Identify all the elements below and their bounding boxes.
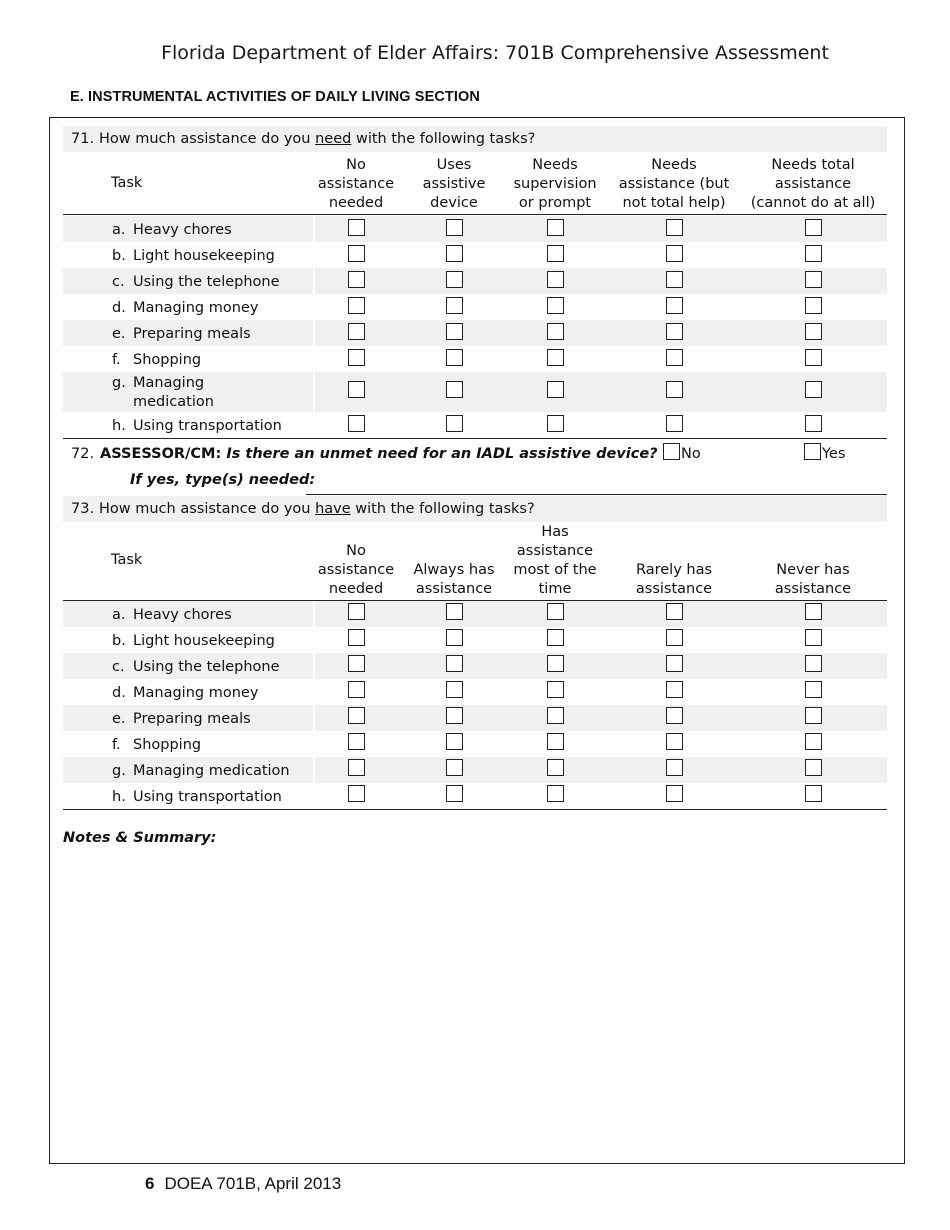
q73-option-checkbox[interactable]: [446, 707, 463, 724]
row-label-separator: [313, 679, 315, 705]
q73-text-before: How much assistance do you: [99, 501, 316, 517]
row-label: [112, 684, 258, 703]
row-task: Using transportation: [133, 788, 282, 805]
q73-option-checkbox[interactable]: [805, 785, 822, 802]
q73-column-header-line: Rarely has: [635, 562, 713, 578]
q73-option-checkbox[interactable]: [666, 785, 683, 802]
q73-option-checkbox[interactable]: [805, 707, 822, 724]
row-letter: h.: [112, 417, 126, 434]
q73-option-checkbox[interactable]: [666, 603, 683, 620]
q73-option-checkbox[interactable]: [348, 681, 365, 698]
page-number: 6: [145, 1174, 155, 1193]
q73-option-checkbox[interactable]: [666, 655, 683, 672]
row-task: Using the telephone: [133, 658, 280, 675]
q71-column-header-line: No: [346, 157, 366, 173]
table-row: [63, 705, 887, 731]
q71-column-header-line: device: [430, 195, 478, 211]
row-label: [112, 273, 280, 292]
q71-bottom-rule: [63, 438, 887, 439]
q71-option-checkbox[interactable]: [547, 349, 564, 366]
q71-column-header-line: or prompt: [518, 195, 592, 211]
q71-option-checkbox[interactable]: [805, 381, 822, 398]
q73-option-checkbox[interactable]: [666, 629, 683, 646]
q73-option-checkbox[interactable]: [666, 759, 683, 776]
q72-option-no[interactable]: [663, 440, 701, 468]
q71-option-checkbox[interactable]: [547, 381, 564, 398]
q73-column-header-3: [503, 523, 607, 599]
row-label: [112, 325, 251, 344]
q71-option-checkbox[interactable]: [666, 271, 683, 288]
q71-header-rule: [63, 214, 887, 215]
q72-yes-checkbox[interactable]: [804, 443, 821, 460]
q71-option-checkbox[interactable]: [348, 415, 365, 432]
row-label-separator: [313, 783, 315, 809]
q71-option-checkbox[interactable]: [446, 297, 463, 314]
q73-option-checkbox[interactable]: [805, 681, 822, 698]
q73-option-checkbox[interactable]: [805, 655, 822, 672]
row-label-separator: [313, 627, 315, 653]
row-letter: h.: [112, 788, 126, 805]
q73-option-checkbox[interactable]: [348, 603, 365, 620]
q73-option-checkbox[interactable]: [348, 629, 365, 646]
q73-option-checkbox[interactable]: [348, 655, 365, 672]
q71-option-checkbox[interactable]: [348, 297, 365, 314]
q71-option-checkbox[interactable]: [348, 323, 365, 340]
row-task: Managing money: [133, 684, 259, 701]
q73-option-checkbox[interactable]: [547, 785, 564, 802]
q72-question: [63, 440, 887, 468]
table-row: [63, 372, 887, 412]
row-letter: g.: [112, 762, 126, 779]
q71-option-checkbox[interactable]: [805, 271, 822, 288]
q71-column-header-1: [306, 156, 406, 213]
q71-option-checkbox[interactable]: [547, 271, 564, 288]
row-task-line: Managing: [133, 375, 205, 391]
row-label: [112, 762, 290, 781]
q71-option-checkbox[interactable]: [446, 381, 463, 398]
q73-column-header-2: [406, 561, 502, 599]
q71-option-checkbox[interactable]: [446, 271, 463, 288]
q71-task-header: Task: [111, 175, 143, 191]
row-label-separator: [313, 372, 315, 412]
q73-option-checkbox[interactable]: [666, 707, 683, 724]
row-letter: b.: [112, 247, 126, 264]
q71-option-checkbox[interactable]: [446, 415, 463, 432]
table-row: [63, 601, 887, 627]
q71-column-header-line: Needs total: [771, 157, 855, 173]
table-row: [63, 679, 887, 705]
q71-number: 71.: [71, 131, 95, 147]
q73-option-checkbox[interactable]: [446, 681, 463, 698]
q71-option-checkbox[interactable]: [666, 349, 683, 366]
row-letter: g.: [112, 375, 126, 391]
q73-option-checkbox[interactable]: [446, 785, 463, 802]
q73-option-checkbox[interactable]: [547, 759, 564, 776]
table-row: [63, 783, 887, 809]
row-label: [112, 247, 275, 266]
q72-no-checkbox[interactable]: [663, 443, 680, 460]
document-title: Florida Department of Elder Affairs: 701B Comprehensive Assessment: [161, 42, 829, 64]
q72-option-yes[interactable]: [804, 440, 845, 468]
q71-text-after: with the following tasks?: [351, 131, 536, 147]
row-label-separator: [313, 601, 315, 627]
table-row: [63, 757, 887, 783]
row-letter: d.: [112, 299, 126, 316]
q73-option-checkbox[interactable]: [446, 629, 463, 646]
q73-text-emph: have: [315, 501, 351, 517]
row-label: [112, 221, 232, 240]
row-label: [112, 417, 282, 436]
row-task: Managing medication: [133, 762, 290, 779]
row-label-separator: [313, 705, 315, 731]
q72-yes-label: Yes: [822, 446, 846, 462]
q71-option-checkbox[interactable]: [348, 219, 365, 236]
q71-column-header-line: needed: [328, 195, 384, 211]
row-label-separator: [313, 346, 315, 372]
q73-option-checkbox[interactable]: [446, 655, 463, 672]
row-task: Light housekeeping: [133, 247, 275, 264]
q73-option-checkbox[interactable]: [547, 707, 564, 724]
q72-label-bold: ASSESSOR/CM:: [100, 446, 222, 462]
row-label-separator: [313, 757, 315, 783]
row-label-separator: [313, 242, 315, 268]
row-label-separator: [313, 216, 315, 242]
q71-column-header-line: not total help): [622, 195, 726, 211]
q71-column-header-line: Uses: [436, 157, 472, 173]
q73-column-header-line: time: [538, 581, 572, 597]
q71-option-checkbox[interactable]: [547, 297, 564, 314]
q71-option-checkbox[interactable]: [348, 271, 365, 288]
q73-option-checkbox[interactable]: [446, 603, 463, 620]
q71-column-header-line: Needs: [651, 157, 697, 173]
q73-option-checkbox[interactable]: [547, 733, 564, 750]
q72-label-italic: Is there an unmet need for an IADL assistive device?: [226, 446, 658, 462]
q73-option-checkbox[interactable]: [805, 759, 822, 776]
q71-column-header-3: [503, 156, 607, 213]
q71-option-checkbox[interactable]: [547, 219, 564, 236]
q71-option-checkbox[interactable]: [805, 323, 822, 340]
q73-task-header: Task: [111, 552, 143, 568]
row-label: [112, 299, 258, 318]
table-row: [63, 242, 887, 268]
q73-option-checkbox[interactable]: [666, 733, 683, 750]
table-row: [63, 320, 887, 346]
q73-option-checkbox[interactable]: [348, 733, 365, 750]
q73-option-checkbox[interactable]: [805, 603, 822, 620]
row-label-separator: [313, 294, 315, 320]
table-row: [63, 346, 887, 372]
row-task: Using transportation: [133, 417, 282, 434]
q71-option-checkbox[interactable]: [805, 245, 822, 262]
notes-label: Notes & Summary:: [63, 830, 217, 846]
row-letter: c.: [112, 273, 125, 290]
q73-column-header-line: Always has: [413, 562, 495, 578]
q71-text-emph: need: [315, 131, 352, 147]
q73-column-header-4: [609, 561, 739, 599]
q73-option-checkbox[interactable]: [348, 707, 365, 724]
table-row: [63, 731, 887, 757]
q73-option-checkbox[interactable]: [805, 629, 822, 646]
row-label: [112, 658, 280, 677]
q71-option-checkbox[interactable]: [348, 381, 365, 398]
row-letter: d.: [112, 684, 126, 701]
q71-column-header-line: assistive: [422, 176, 486, 192]
q71-option-checkbox[interactable]: [446, 219, 463, 236]
q73-column-header-line: No: [346, 543, 366, 559]
q73-option-checkbox[interactable]: [805, 733, 822, 750]
q71-option-checkbox[interactable]: [666, 245, 683, 262]
q71-option-checkbox[interactable]: [446, 323, 463, 340]
q73-option-checkbox[interactable]: [547, 681, 564, 698]
row-label-separator: [313, 731, 315, 757]
q73-column-header-line: Never has: [776, 562, 850, 578]
table-row: [63, 653, 887, 679]
page-footer: [145, 1174, 341, 1194]
q73-option-checkbox[interactable]: [446, 733, 463, 750]
row-task: Managing money: [133, 299, 259, 316]
q71-column-header-2: [406, 156, 502, 213]
q73-column-header-line: assistance: [415, 581, 493, 597]
q72-no-label: No: [681, 446, 701, 462]
q71-column-header-4: [609, 156, 739, 213]
q71-option-checkbox[interactable]: [805, 219, 822, 236]
row-task: Heavy chores: [133, 606, 232, 623]
q71-option-checkbox[interactable]: [666, 323, 683, 340]
q72-followup-label: If yes, type(s) needed:: [130, 472, 316, 488]
q73-column-header-line: Has: [541, 524, 569, 540]
q71-option-checkbox[interactable]: [666, 415, 683, 432]
section-title: E. INSTRUMENTAL ACTIVITIES OF DAILY LIVING SECTION: [70, 89, 480, 105]
row-label-separator: [313, 268, 315, 294]
q71-option-checkbox[interactable]: [547, 415, 564, 432]
q71-question: [63, 126, 887, 152]
q71-option-checkbox[interactable]: [666, 297, 683, 314]
row-label-separator: [313, 320, 315, 346]
q71-option-checkbox[interactable]: [348, 245, 365, 262]
q73-option-checkbox[interactable]: [446, 759, 463, 776]
row-letter: f.: [112, 736, 121, 753]
q73-option-checkbox[interactable]: [666, 681, 683, 698]
row-label: [112, 788, 282, 807]
q73-option-checkbox[interactable]: [348, 785, 365, 802]
row-letter: e.: [112, 710, 126, 727]
q71-option-checkbox[interactable]: [805, 415, 822, 432]
q71-option-checkbox[interactable]: [547, 245, 564, 262]
row-task: [133, 374, 214, 412]
q73-text-after: with the following tasks?: [350, 501, 535, 517]
row-letter: f.: [112, 351, 121, 368]
row-task-line: medication: [133, 394, 214, 410]
q72-followup-field[interactable]: [306, 494, 887, 495]
row-label: [112, 736, 201, 755]
q71-column-header-line: (cannot do at all): [750, 195, 876, 211]
row-task: Shopping: [133, 351, 202, 368]
row-letter: a.: [112, 606, 126, 623]
row-letter: b.: [112, 632, 126, 649]
q73-column-header-line: assistance: [516, 543, 594, 559]
q71-text-before: How much assistance do you: [99, 131, 316, 147]
q73-column-header-line: most of the: [513, 562, 597, 578]
q71-column-header-line: supervision: [513, 176, 597, 192]
q71-option-checkbox[interactable]: [805, 349, 822, 366]
q71-option-checkbox[interactable]: [446, 245, 463, 262]
row-task: Preparing meals: [133, 710, 251, 727]
row-letter: a.: [112, 221, 126, 238]
table-row: [63, 627, 887, 653]
q71-option-checkbox[interactable]: [666, 219, 683, 236]
q73-option-checkbox[interactable]: [547, 629, 564, 646]
table-row: [63, 268, 887, 294]
q73-column-header-1: [306, 542, 406, 599]
q71-option-checkbox[interactable]: [666, 381, 683, 398]
q71-column-header-line: assistance: [774, 176, 852, 192]
q71-option-checkbox[interactable]: [446, 349, 463, 366]
q72-number: 72.: [71, 446, 95, 462]
row-task: Shopping: [133, 736, 202, 753]
q73-column-header-line: assistance: [774, 581, 852, 597]
row-task: Preparing meals: [133, 325, 251, 342]
q73-bottom-rule: [63, 809, 887, 810]
row-label: [112, 632, 275, 651]
q71-column-header-line: assistance (but: [618, 176, 730, 192]
q71-column-header-line: Needs: [532, 157, 578, 173]
row-task: Light housekeeping: [133, 632, 275, 649]
row-task: Heavy chores: [133, 221, 232, 238]
q73-column-header-5: [740, 561, 886, 599]
row-letter: e.: [112, 325, 126, 342]
row-task: Using the telephone: [133, 273, 280, 290]
q73-option-checkbox[interactable]: [348, 759, 365, 776]
row-label: [112, 710, 251, 729]
q73-option-checkbox[interactable]: [547, 655, 564, 672]
row-label: [112, 351, 201, 370]
q73-column-header-line: needed: [328, 581, 384, 597]
q71-option-checkbox[interactable]: [348, 349, 365, 366]
row-label-separator: [313, 412, 315, 438]
table-row: [63, 216, 887, 242]
q73-number: 73.: [71, 501, 95, 517]
q71-column-header-line: assistance: [317, 176, 395, 192]
table-row: [63, 294, 887, 320]
q73-question: [63, 496, 887, 522]
q71-option-checkbox[interactable]: [547, 323, 564, 340]
q73-column-header-line: assistance: [635, 581, 713, 597]
table-row: [63, 412, 887, 438]
q73-option-checkbox[interactable]: [547, 603, 564, 620]
row-label-separator: [313, 653, 315, 679]
q73-column-header-line: assistance: [317, 562, 395, 578]
form-id: DOEA 701B, April 2013: [164, 1174, 342, 1193]
row-letter: c.: [112, 658, 125, 675]
q71-column-header-5: [740, 156, 886, 213]
q71-option-checkbox[interactable]: [805, 297, 822, 314]
row-label: [112, 374, 214, 412]
row-label: [112, 606, 232, 625]
